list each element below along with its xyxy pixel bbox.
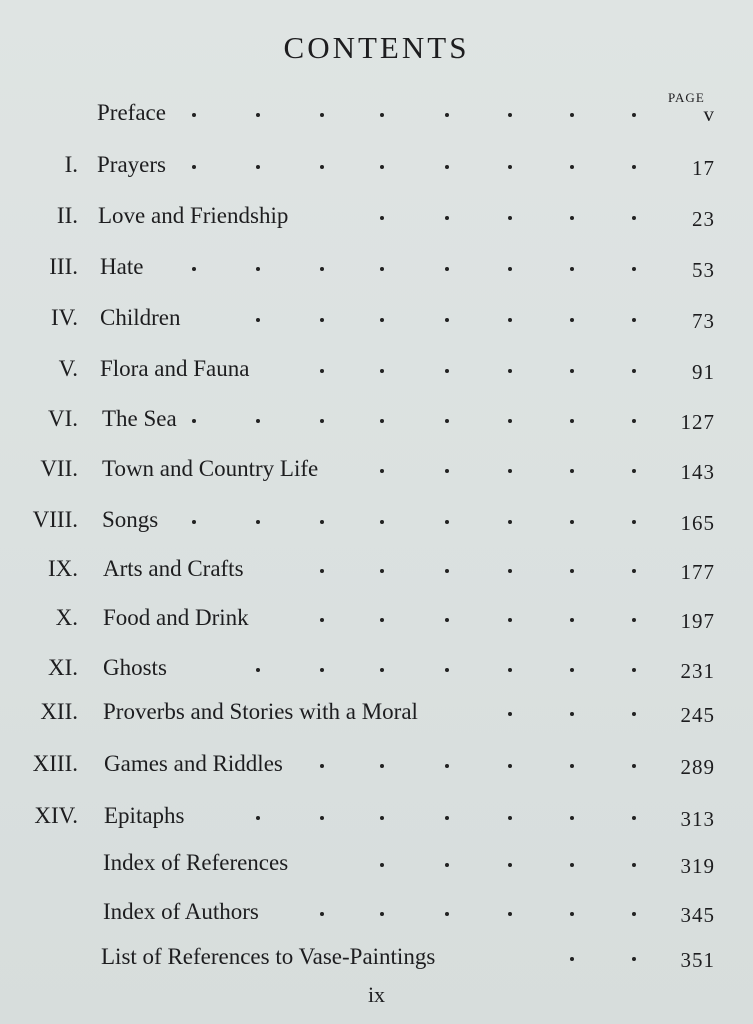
chapter-title: Games and Riddles [104,751,283,776]
chapter-title: Children [100,305,181,330]
leader-dots [0,850,753,884]
leader-dot [632,369,636,373]
leader-dot [508,165,512,169]
page-number: 73 [692,309,715,333]
page-number: 231 [680,659,715,683]
leader-dot [508,318,512,322]
leader-dot [570,216,574,220]
leader-dot [256,267,260,271]
leader-dot [508,469,512,473]
leader-dots [0,305,753,339]
leader-dot [380,863,384,867]
page-folio: ix [367,982,386,1007]
toc-entry [0,850,753,884]
leader-dot [445,369,449,373]
leader-dot [508,113,512,117]
leader-dot [320,369,324,373]
page-number: 23 [692,207,715,231]
chapter-title: The Sea [102,406,177,431]
chapter-title: List of References to Vase-Paintings [101,944,436,969]
leader-dot [256,318,260,322]
chapter-title: Index of References [103,850,289,875]
leader-dot [632,618,636,622]
leader-dot [445,668,449,672]
chapter-title: Arts and Crafts [103,556,244,581]
leader-dot [380,469,384,473]
page-number: 127 [680,410,715,434]
chapter-title: Ghosts [103,655,167,680]
leader-dots [0,751,753,785]
leader-dot [632,419,636,423]
leader-dot [320,318,324,322]
page-number: v [703,102,715,126]
leader-dot [508,863,512,867]
leader-dot [570,668,574,672]
leader-dot [320,668,324,672]
leader-dots [0,356,753,390]
page-number: 53 [692,258,715,282]
chapter-number: X. [55,605,78,630]
leader-dot [380,668,384,672]
leader-dot [570,618,574,622]
page-column-label: PAGE [668,90,705,105]
leader-dot [508,712,512,716]
chapter-title: Flora and Fauna [100,356,250,381]
leader-dots [0,456,753,490]
leader-dot [632,764,636,768]
chapter-number: XII. [40,699,78,724]
toc-entry [0,605,753,639]
leader-dot [445,419,449,423]
toc-entry [0,556,753,590]
leader-dot [380,267,384,271]
leader-dot [320,912,324,916]
page-number: 91 [692,360,715,384]
leader-dot [380,520,384,524]
leader-dot [380,113,384,117]
leader-dot [508,618,512,622]
leader-dot [570,165,574,169]
page-number: 289 [680,755,715,779]
page-number: 313 [680,807,715,831]
toc-entry [0,305,753,339]
leader-dot [256,165,260,169]
leader-dot [192,267,196,271]
leader-dot [256,419,260,423]
leader-dot [380,618,384,622]
leader-dots [0,406,753,440]
leader-dot [570,267,574,271]
leader-dots [0,944,753,978]
chapter-number: IV. [50,305,78,330]
leader-dot [508,764,512,768]
leader-dot [380,216,384,220]
chapter-title: Songs [102,507,159,532]
leader-dot [256,113,260,117]
leader-dot [445,318,449,322]
leader-dot [632,318,636,322]
leader-dot [380,764,384,768]
chapter-number: VII. [40,456,78,481]
page-number: 345 [680,903,715,927]
leader-dot [632,165,636,169]
leader-dot [508,369,512,373]
leader-dot [320,419,324,423]
leader-dot [632,712,636,716]
chapter-number: II. [56,203,78,228]
leader-dot [570,419,574,423]
leader-dot [380,369,384,373]
chapter-title: Food and Drink [103,605,249,630]
leader-dot [508,668,512,672]
leader-dots [0,803,753,837]
leader-dot [570,369,574,373]
leader-dot [632,863,636,867]
chapter-title: Town and Country Life [102,456,319,481]
leader-dot [508,520,512,524]
toc-entry [0,406,753,440]
leader-dots [0,605,753,639]
leader-dots [0,507,753,541]
leader-dot [570,520,574,524]
leader-dot [508,816,512,820]
toc-entry [0,699,753,733]
page-number: 177 [680,560,715,584]
leader-dot [445,165,449,169]
leader-dot [508,267,512,271]
leader-dot [320,113,324,117]
leader-dot [570,569,574,573]
leader-dot [445,912,449,916]
page-number: 165 [680,511,715,535]
toc-entry [0,203,753,237]
leader-dots [0,100,753,134]
chapter-title: Index of Authors [103,899,259,924]
leader-dot [632,912,636,916]
leader-dot [632,267,636,271]
leader-dot [445,764,449,768]
chapter-number: VIII. [32,507,78,532]
chapter-title: Prayers [97,152,166,177]
toc-entry [0,751,753,785]
leader-dot [570,816,574,820]
leader-dot [632,668,636,672]
page-number: 245 [680,703,715,727]
leader-dot [256,520,260,524]
leader-dot [380,912,384,916]
leader-dot [320,267,324,271]
leader-dot [632,520,636,524]
leader-dots [0,203,753,237]
toc-entry [0,899,753,933]
chapter-number: I. [64,152,78,177]
leader-dots [0,152,753,186]
leader-dot [570,712,574,716]
leader-dot [380,165,384,169]
leader-dots [0,556,753,590]
leader-dot [380,318,384,322]
leader-dot [570,113,574,117]
page-number: 351 [680,948,715,972]
leader-dot [445,469,449,473]
leader-dot [632,957,636,961]
contents-heading: CONTENTS [283,30,470,65]
chapter-number: XIII. [32,751,78,776]
leader-dot [570,318,574,322]
leader-dot [508,216,512,220]
leader-dot [508,419,512,423]
leader-dots [0,655,753,689]
leader-dot [570,912,574,916]
toc-entry [0,655,753,689]
leader-dot [632,216,636,220]
leader-dot [320,816,324,820]
leader-dot [445,816,449,820]
leader-dot [570,469,574,473]
chapter-number: V. [58,356,78,381]
toc-entry [0,100,753,134]
leader-dot [445,267,449,271]
leader-dot [445,863,449,867]
chapter-title: Love and Friendship [98,203,289,228]
leader-dot [320,764,324,768]
toc-entry [0,456,753,490]
toc-entry [0,254,753,288]
leader-dot [632,816,636,820]
chapter-title: Proverbs and Stories with a Moral [103,699,418,724]
chapter-number: XI. [47,655,78,680]
leader-dot [256,816,260,820]
leader-dot [320,618,324,622]
leader-dots [0,699,753,733]
toc-entry [0,803,753,837]
chapter-title: Preface [97,100,166,125]
chapter-number: VI. [47,406,78,431]
chapter-title: Hate [100,254,144,279]
chapter-number: XIV. [34,803,78,828]
leader-dot [632,569,636,573]
leader-dot [380,419,384,423]
leader-dot [445,520,449,524]
leader-dot [570,957,574,961]
page-number: 143 [680,460,715,484]
leader-dot [570,863,574,867]
chapter-title: Epitaphs [104,803,185,828]
leader-dot [320,520,324,524]
leader-dot [320,569,324,573]
leader-dot [380,816,384,820]
leader-dot [508,912,512,916]
leader-dots [0,899,753,933]
leader-dot [445,569,449,573]
leader-dot [632,113,636,117]
leader-dot [570,764,574,768]
leader-dot [445,113,449,117]
leader-dot [192,113,196,117]
chapter-number: III. [49,254,78,279]
leader-dot [445,216,449,220]
toc-entry [0,507,753,541]
page-number: 17 [692,156,715,180]
chapter-number: IX. [47,556,78,581]
leader-dot [320,165,324,169]
leader-dots [0,254,753,288]
page-number: 197 [680,609,715,633]
leader-dot [192,419,196,423]
toc-entry [0,944,753,978]
leader-dot [256,668,260,672]
leader-dot [445,618,449,622]
page-number: 319 [680,854,715,878]
leader-dot [192,165,196,169]
toc-entry [0,356,753,390]
leader-dot [508,569,512,573]
leader-dot [380,569,384,573]
leader-dot [632,469,636,473]
leader-dot [192,520,196,524]
toc-entry [0,152,753,186]
